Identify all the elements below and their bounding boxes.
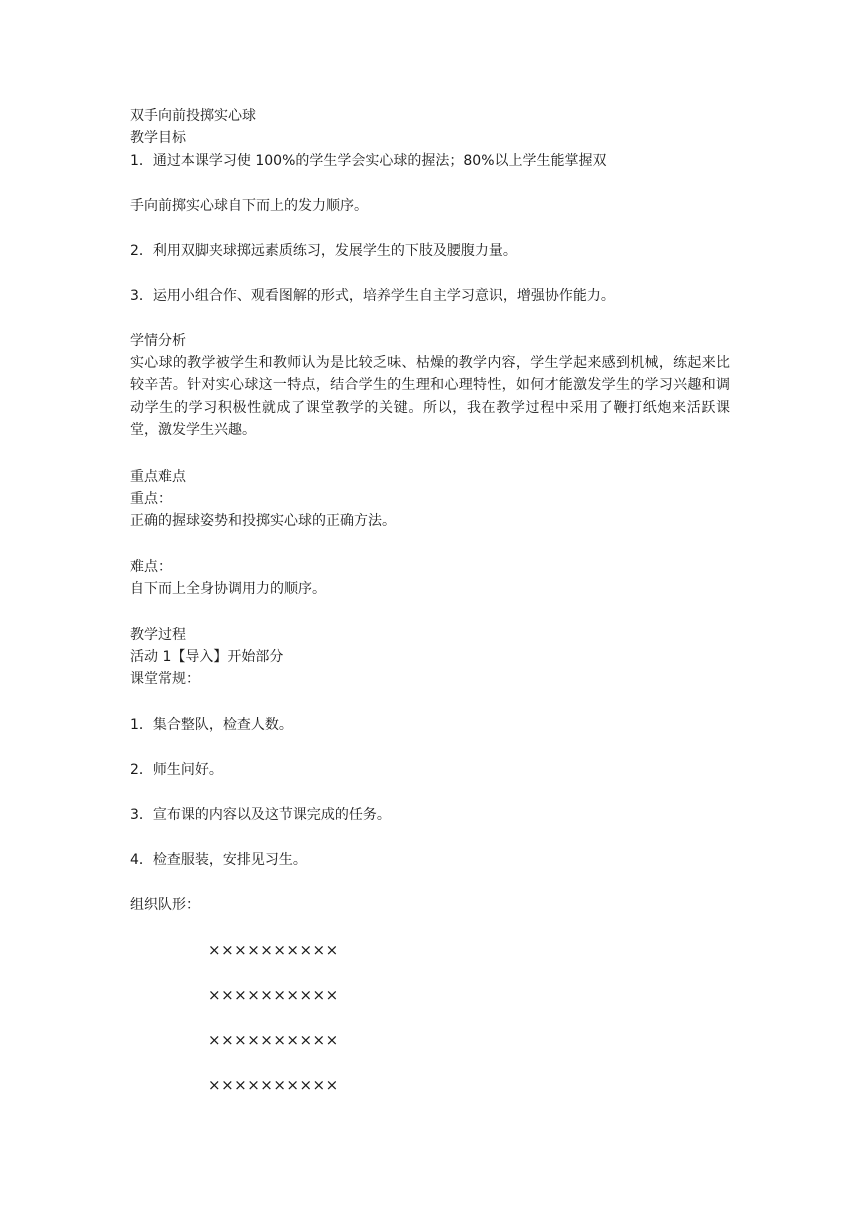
analysis-body: 实心球的教学被学生和教师认为是比较乏味、枯燥的教学内容，学生学起来感到机械，练起来比较辛苦。针对实心球这一特点，结合学生的生理和心理特性，如何才能激发学生的学习兴趣和调动学生的学习积极性就成了课堂教学的关键。所以，我在教学过程中采用了鞭打纸炮来活跃课堂，激发学生兴趣。 bbox=[130, 355, 730, 439]
focus-label: 重点： bbox=[130, 491, 172, 507]
routine-step: 4．检查服装，安排见习生。 bbox=[130, 852, 307, 868]
objective-item-3: 3．运用小组合作、观看图解的形式，培养学生自主学习意识，增强协作能力。 bbox=[130, 288, 615, 304]
routine-label: 课堂常规： bbox=[130, 671, 200, 687]
activity-title: 活动 1【导入】开始部分 bbox=[130, 649, 284, 665]
analysis-heading: 学情分析 bbox=[130, 333, 186, 349]
formation-row: ×××××××××× bbox=[208, 941, 339, 959]
objectives-heading: 教学目标 bbox=[130, 130, 186, 146]
formation-row: ×××××××××× bbox=[208, 1031, 339, 1049]
formation-row: ×××××××××× bbox=[208, 986, 339, 1004]
objective-item-1-line-1: 1．通过本课学习使 100%的学生学会实心球的握法；80%以上学生能掌握双 bbox=[130, 153, 607, 169]
formation-row: ×××××××××× bbox=[208, 1076, 339, 1094]
routine-step: 3．宣布课的内容以及这节课完成的任务。 bbox=[130, 807, 391, 823]
process-heading: 教学过程 bbox=[130, 627, 186, 643]
key-points-heading: 重点难点 bbox=[130, 469, 186, 485]
difficulty-text: 自下而上全身协调用力的顺序。 bbox=[130, 581, 326, 597]
difficulty-label: 难点： bbox=[130, 559, 172, 575]
formation-label: 组织队形： bbox=[130, 897, 200, 913]
routine-step: 2．师生问好。 bbox=[130, 762, 223, 778]
document-title: 双手向前投掷实心球 bbox=[130, 108, 256, 124]
focus-text: 正确的握球姿势和投掷实心球的正确方法。 bbox=[130, 513, 396, 529]
objective-item-2: 2．利用双脚夹球掷远素质练习，发展学生的下肢及腰腹力量。 bbox=[130, 243, 517, 259]
routine-step: 1．集合整队，检查人数。 bbox=[130, 717, 293, 733]
objective-item-1-line-2: 手向前掷实心球自下而上的发力顺序。 bbox=[130, 198, 368, 214]
